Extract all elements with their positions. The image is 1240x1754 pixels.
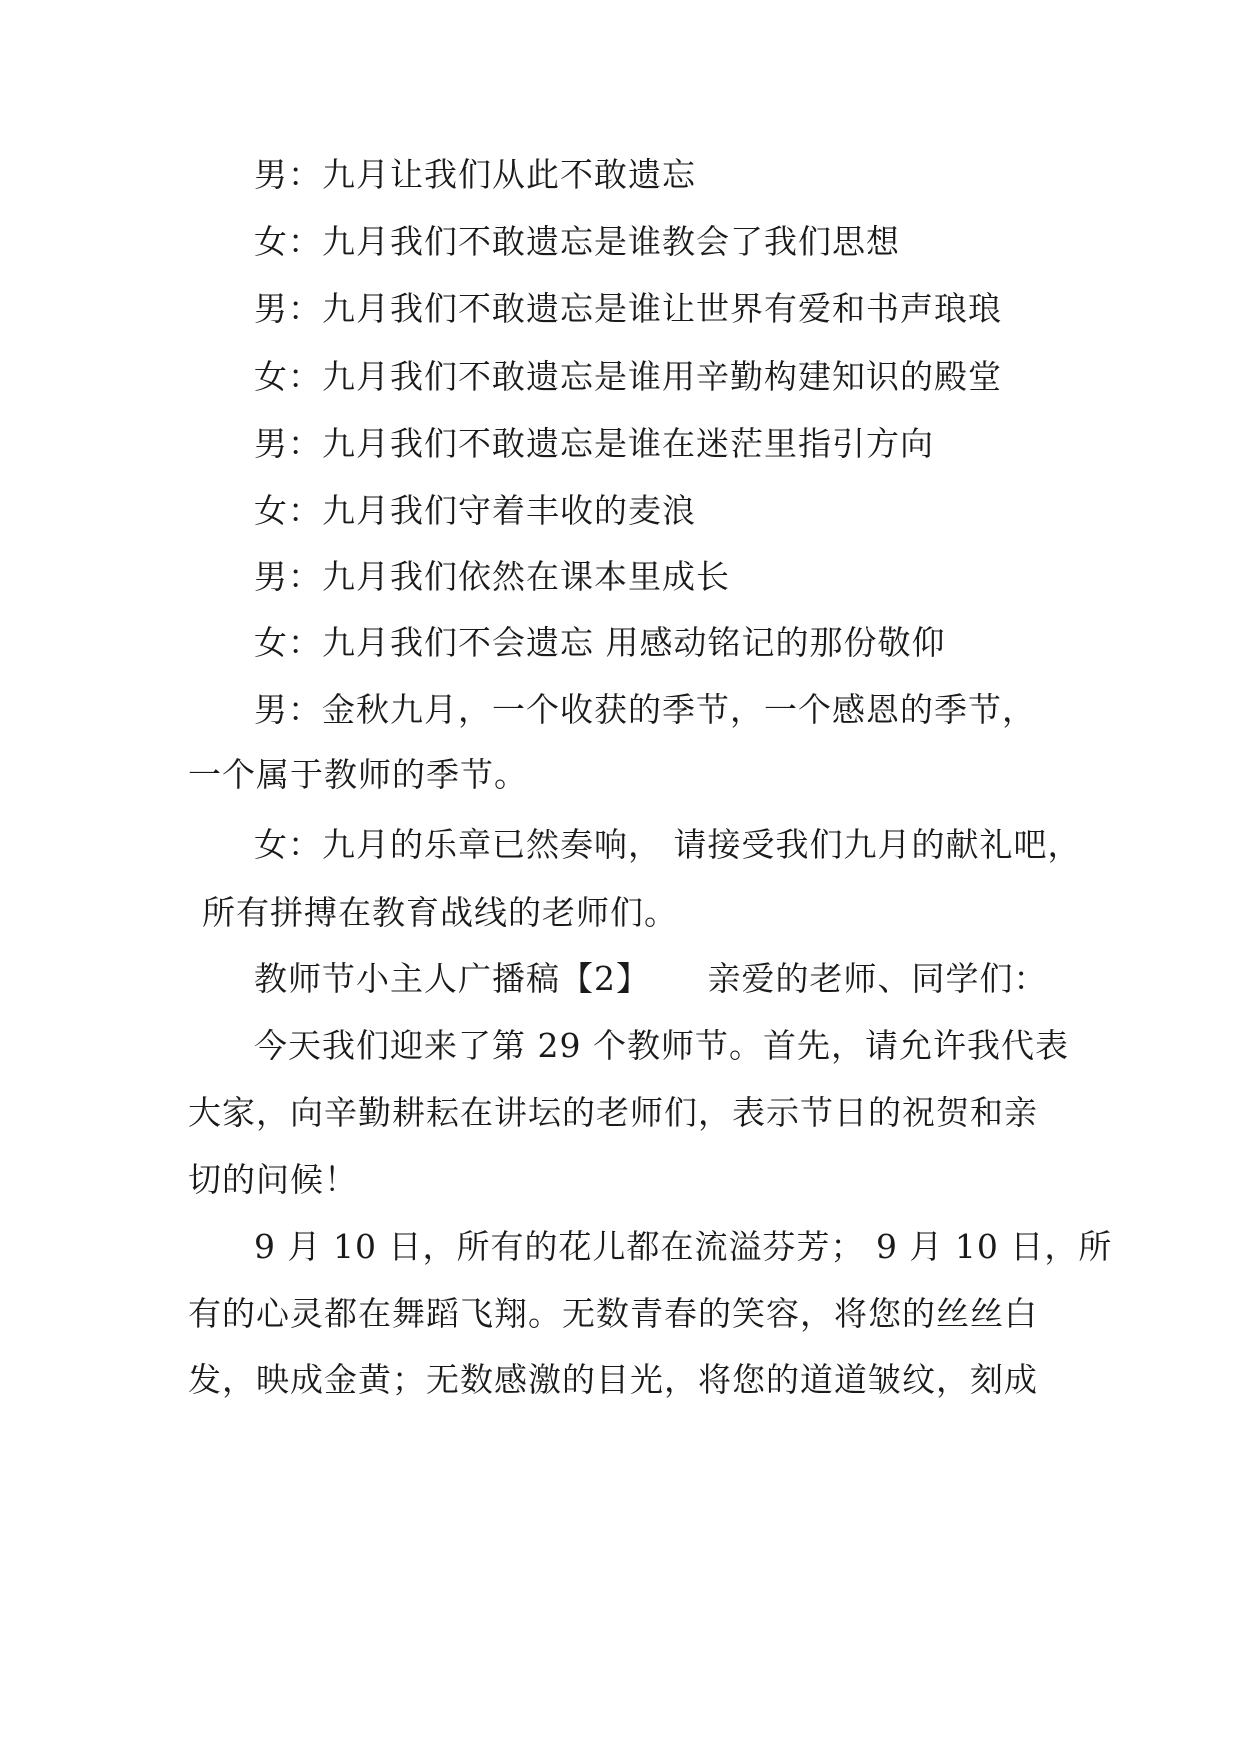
dialogue-line-6: 女：九月我们守着丰收的麦浪 <box>254 491 696 530</box>
dialogue-line-5: 男：九月我们不敢遗忘是谁在迷茫里指引方向 <box>254 424 934 463</box>
paragraph-line-11: 女：九月的乐章已然奏响， 请接受我们九月的献礼吧， <box>254 825 1082 864</box>
paragraph-line-19: 发，映成金黄；无数感激的目光，将您的道道皱纹，刻成 <box>188 1360 1038 1399</box>
paragraph-line-14: 今天我们迎来了第 29 个教师节。首先，请允许我代表 <box>254 1026 1069 1065</box>
dialogue-line-2: 女：九月我们不敢遗忘是谁教会了我们思想 <box>254 222 900 261</box>
paragraph-line-15: 大家，向辛勤耕耘在讲坛的老师们，表示节日的祝贺和亲 <box>188 1093 1038 1132</box>
dialogue-line-1: 男：九月让我们从此不敢遗忘 <box>254 155 696 194</box>
paragraph-line-12: 所有拼搏在教育战线的老师们。 <box>202 893 678 932</box>
paragraph-line-18: 有的心灵都在舞蹈飞翔。无数青春的笑容，将您的丝丝白 <box>188 1294 1038 1333</box>
paragraph-line-10: 一个属于教师的季节。 <box>188 755 528 794</box>
dialogue-line-8: 女：九月我们不会遗忘 用感动铭记的那份敬仰 <box>254 623 946 662</box>
dialogue-line-4: 女：九月我们不敢遗忘是谁用辛勤构建知识的殿堂 <box>254 357 1002 396</box>
paragraph-line-16: 切的问候！ <box>188 1160 358 1199</box>
paragraph-line-17: 9 月 10 日，所有的花儿都在流溢芬芳； 9 月 10 日，所 <box>254 1227 1113 1266</box>
dialogue-line-7: 男：九月我们依然在课本里成长 <box>254 557 730 596</box>
paragraph-line-9: 男：金秋九月，一个收获的季节，一个感恩的季节， <box>254 690 1036 729</box>
section-heading: 教师节小主人广播稿【2】 亲爱的老师、同学们： <box>254 959 1048 998</box>
dialogue-line-3: 男：九月我们不敢遗忘是谁让世界有爱和书声琅琅 <box>254 289 1002 328</box>
